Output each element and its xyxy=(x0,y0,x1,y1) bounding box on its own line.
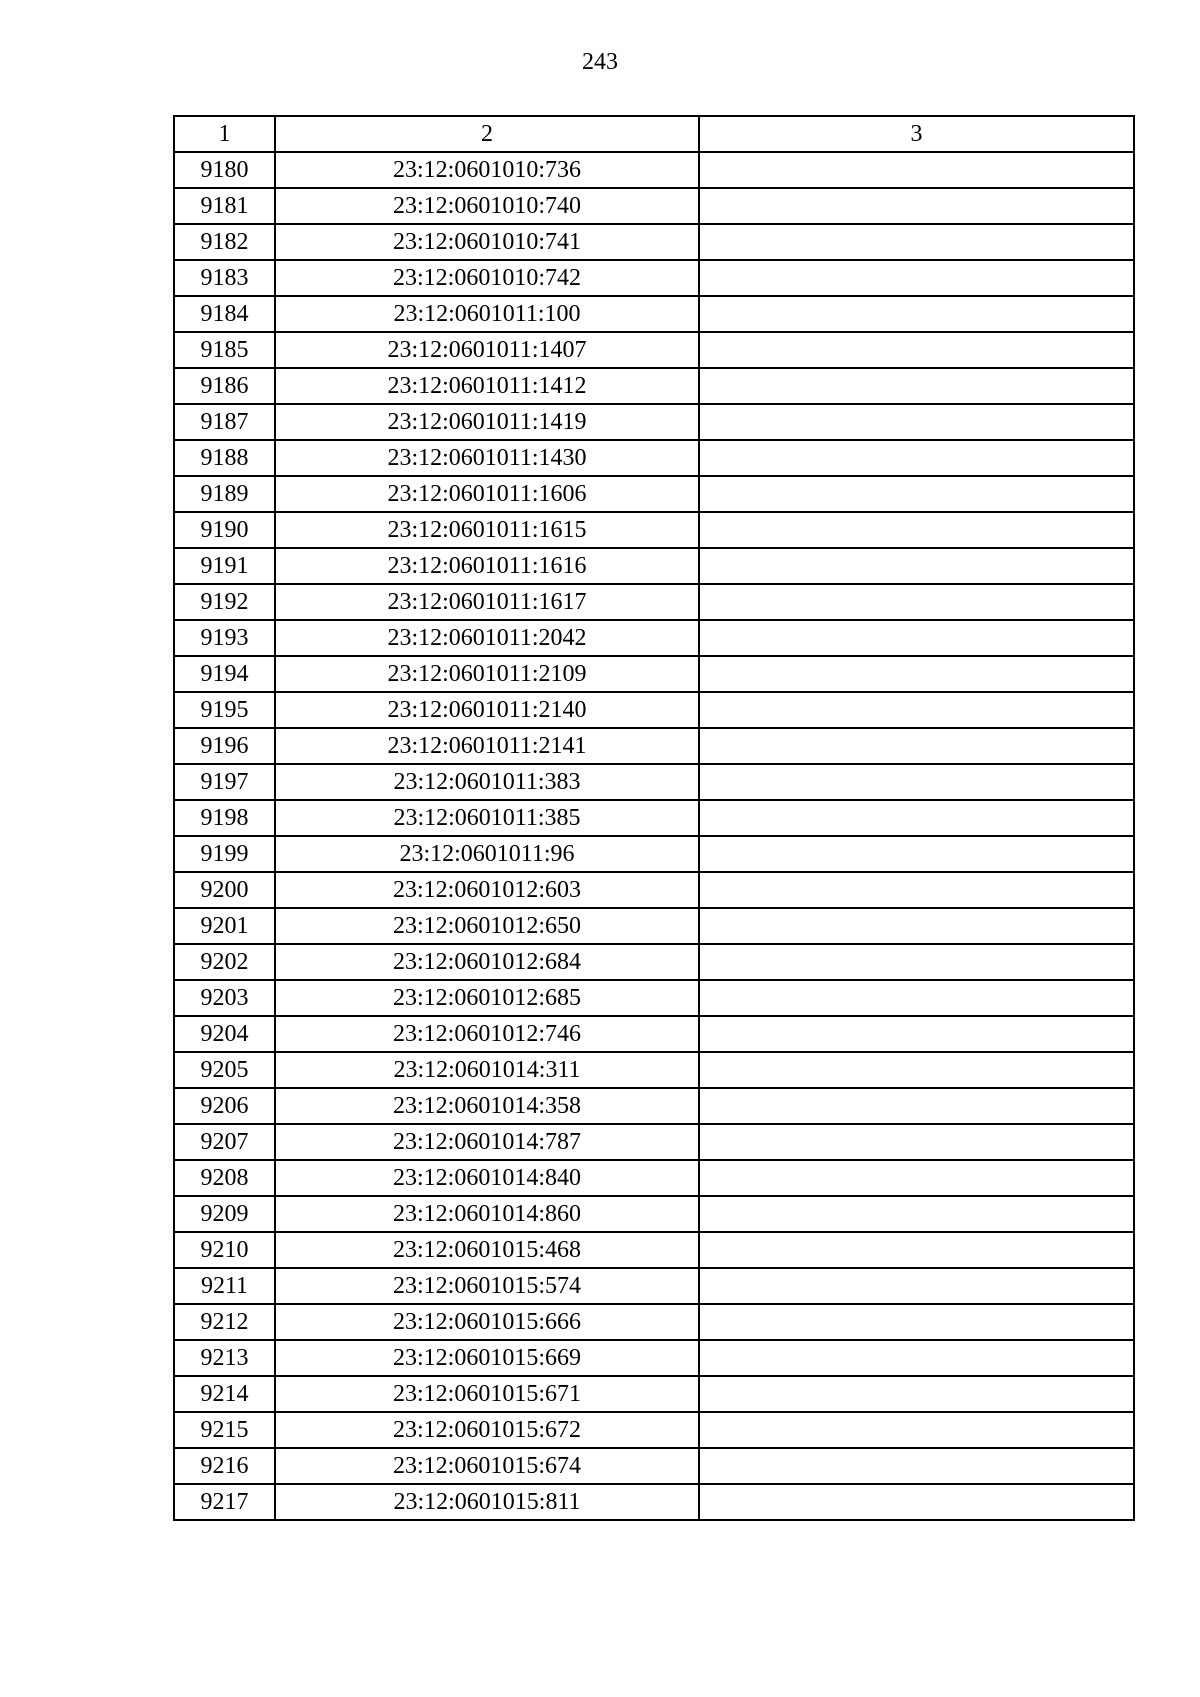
row-number-cell: 9212 xyxy=(174,1304,275,1340)
empty-cell xyxy=(699,1016,1134,1052)
cadastral-number-cell: 23:12:0601011:1606 xyxy=(275,476,699,512)
table-row xyxy=(174,1052,1134,1088)
row-number-cell: 9203 xyxy=(174,980,275,1016)
cadastral-number-cell: 23:12:0601011:100 xyxy=(275,296,699,332)
cadastral-number-cell: 23:12:0601015:671 xyxy=(275,1376,699,1412)
table-row xyxy=(174,224,1134,260)
row-number-cell: 9207 xyxy=(174,1124,275,1160)
empty-cell xyxy=(699,980,1134,1016)
table-row xyxy=(174,548,1134,584)
cadastral-number-cell: 23:12:0601014:840 xyxy=(275,1160,699,1196)
cadastral-number-cell: 23:12:0601011:1617 xyxy=(275,584,699,620)
cadastral-number-cell: 23:12:0601011:96 xyxy=(275,836,699,872)
column-header-1: 1 xyxy=(174,116,275,152)
empty-cell xyxy=(699,800,1134,836)
table-row xyxy=(174,152,1134,188)
table-row xyxy=(174,1412,1134,1448)
cadastral-number-cell: 23:12:0601011:2042 xyxy=(275,620,699,656)
table-row xyxy=(174,764,1134,800)
cadastral-number-cell: 23:12:0601011:1615 xyxy=(275,512,699,548)
empty-cell xyxy=(699,404,1134,440)
empty-cell xyxy=(699,1124,1134,1160)
row-number-cell: 9204 xyxy=(174,1016,275,1052)
row-number-cell: 9210 xyxy=(174,1232,275,1268)
table-row xyxy=(174,980,1134,1016)
row-number-cell: 9214 xyxy=(174,1376,275,1412)
table-row xyxy=(174,1196,1134,1232)
table-row xyxy=(174,1448,1134,1484)
table-row xyxy=(174,1088,1134,1124)
row-number-cell: 9195 xyxy=(174,692,275,728)
empty-cell xyxy=(699,1340,1134,1376)
cadastral-number-cell: 23:12:0601011:2141 xyxy=(275,728,699,764)
cadastral-number-cell: 23:12:0601012:684 xyxy=(275,944,699,980)
row-number-cell: 9206 xyxy=(174,1088,275,1124)
row-number-cell: 9194 xyxy=(174,656,275,692)
empty-cell xyxy=(699,368,1134,404)
empty-cell xyxy=(699,1052,1134,1088)
cadastral-number-cell: 23:12:0601011:1412 xyxy=(275,368,699,404)
cadastral-number-cell: 23:12:0601011:2140 xyxy=(275,692,699,728)
row-number-cell: 9180 xyxy=(174,152,275,188)
empty-cell xyxy=(699,872,1134,908)
row-number-cell: 9217 xyxy=(174,1484,275,1520)
table-row xyxy=(174,1484,1134,1520)
column-header-2: 2 xyxy=(275,116,699,152)
table-row xyxy=(174,1304,1134,1340)
row-number-cell: 9199 xyxy=(174,836,275,872)
row-number-cell: 9202 xyxy=(174,944,275,980)
row-number-cell: 9192 xyxy=(174,584,275,620)
cadastral-number-cell: 23:12:0601010:736 xyxy=(275,152,699,188)
empty-cell xyxy=(699,152,1134,188)
table-row xyxy=(174,584,1134,620)
cadastral-number-cell: 23:12:0601015:468 xyxy=(275,1232,699,1268)
empty-cell xyxy=(699,1088,1134,1124)
cadastral-number-cell: 23:12:0601011:1430 xyxy=(275,440,699,476)
cadastral-number-cell: 23:12:0601014:787 xyxy=(275,1124,699,1160)
cadastral-number-cell: 23:12:0601014:311 xyxy=(275,1052,699,1088)
table-row xyxy=(174,1232,1134,1268)
row-number-cell: 9211 xyxy=(174,1268,275,1304)
table-row xyxy=(174,1016,1134,1052)
column-header-3: 3 xyxy=(699,116,1134,152)
row-number-cell: 9205 xyxy=(174,1052,275,1088)
cadastral-number-cell: 23:12:0601012:603 xyxy=(275,872,699,908)
table-row xyxy=(174,296,1134,332)
empty-cell xyxy=(699,1376,1134,1412)
table-row xyxy=(174,188,1134,224)
table-row xyxy=(174,1268,1134,1304)
cadastral-number-cell: 23:12:0601010:740 xyxy=(275,188,699,224)
empty-cell xyxy=(699,764,1134,800)
row-number-cell: 9208 xyxy=(174,1160,275,1196)
table-row xyxy=(174,1376,1134,1412)
empty-cell xyxy=(699,908,1134,944)
table-row xyxy=(174,368,1134,404)
empty-cell xyxy=(699,1412,1134,1448)
cadastral-number-cell: 23:12:0601011:385 xyxy=(275,800,699,836)
table-body xyxy=(174,152,1134,1520)
empty-cell xyxy=(699,944,1134,980)
table-row xyxy=(174,800,1134,836)
row-number-cell: 9216 xyxy=(174,1448,275,1484)
table-row xyxy=(174,404,1134,440)
cadastral-number-cell: 23:12:0601012:685 xyxy=(275,980,699,1016)
cadastral-number-cell: 23:12:0601015:669 xyxy=(275,1340,699,1376)
table-row xyxy=(174,620,1134,656)
row-number-cell: 9188 xyxy=(174,440,275,476)
row-number-cell: 9198 xyxy=(174,800,275,836)
empty-cell xyxy=(699,1484,1134,1520)
empty-cell xyxy=(699,1304,1134,1340)
cadastral-number-cell: 23:12:0601010:741 xyxy=(275,224,699,260)
table-row xyxy=(174,944,1134,980)
empty-cell xyxy=(699,296,1134,332)
row-number-cell: 9182 xyxy=(174,224,275,260)
row-number-cell: 9200 xyxy=(174,872,275,908)
cadastral-number-cell: 23:12:0601011:2109 xyxy=(275,656,699,692)
empty-cell xyxy=(699,512,1134,548)
table-row xyxy=(174,1124,1134,1160)
cadastral-number-cell: 23:12:0601014:358 xyxy=(275,1088,699,1124)
empty-cell xyxy=(699,440,1134,476)
row-number-cell: 9185 xyxy=(174,332,275,368)
row-number-cell: 9213 xyxy=(174,1340,275,1376)
cadastral-number-cell: 23:12:0601015:574 xyxy=(275,1268,699,1304)
empty-cell xyxy=(699,1160,1134,1196)
table-row xyxy=(174,728,1134,764)
row-number-cell: 9190 xyxy=(174,512,275,548)
table-row xyxy=(174,656,1134,692)
row-number-cell: 9215 xyxy=(174,1412,275,1448)
table-row xyxy=(174,872,1134,908)
row-number-cell: 9189 xyxy=(174,476,275,512)
table-row xyxy=(174,1340,1134,1376)
table-header xyxy=(174,116,1134,152)
cadastral-number-cell: 23:12:0601011:1407 xyxy=(275,332,699,368)
empty-cell xyxy=(699,224,1134,260)
table-row xyxy=(174,332,1134,368)
cadastral-number-cell: 23:12:0601014:860 xyxy=(275,1196,699,1232)
empty-cell xyxy=(699,1448,1134,1484)
table-row xyxy=(174,908,1134,944)
empty-cell xyxy=(699,692,1134,728)
row-number-cell: 9191 xyxy=(174,548,275,584)
cadastral-number-cell: 23:12:0601015:674 xyxy=(275,1448,699,1484)
empty-cell xyxy=(699,584,1134,620)
table-row xyxy=(174,836,1134,872)
table-row xyxy=(174,692,1134,728)
cadastral-number-cell: 23:12:0601011:1419 xyxy=(275,404,699,440)
empty-cell xyxy=(699,260,1134,296)
empty-cell xyxy=(699,476,1134,512)
empty-cell xyxy=(699,1268,1134,1304)
cadastral-number-cell: 23:12:0601015:672 xyxy=(275,1412,699,1448)
table-row xyxy=(174,1160,1134,1196)
empty-cell xyxy=(699,656,1134,692)
cadastral-number-cell: 23:12:0601010:742 xyxy=(275,260,699,296)
table-row xyxy=(174,512,1134,548)
empty-cell xyxy=(699,836,1134,872)
row-number-cell: 9196 xyxy=(174,728,275,764)
empty-cell xyxy=(699,188,1134,224)
empty-cell xyxy=(699,548,1134,584)
empty-cell xyxy=(699,728,1134,764)
cadastral-number-table xyxy=(173,115,1135,1521)
cadastral-number-cell: 23:12:0601012:650 xyxy=(275,908,699,944)
cadastral-number-cell: 23:12:0601012:746 xyxy=(275,1016,699,1052)
table-row xyxy=(174,440,1134,476)
row-number-cell: 9209 xyxy=(174,1196,275,1232)
table-row xyxy=(174,476,1134,512)
row-number-cell: 9183 xyxy=(174,260,275,296)
row-number-cell: 9197 xyxy=(174,764,275,800)
row-number-cell: 9193 xyxy=(174,620,275,656)
header-row xyxy=(174,116,1134,152)
page-number: 243 xyxy=(582,49,618,75)
row-number-cell: 9181 xyxy=(174,188,275,224)
cadastral-number-cell: 23:12:0601011:1616 xyxy=(275,548,699,584)
cadastral-number-cell: 23:12:0601015:811 xyxy=(275,1484,699,1520)
cadastral-number-cell: 23:12:0601011:383 xyxy=(275,764,699,800)
row-number-cell: 9184 xyxy=(174,296,275,332)
empty-cell xyxy=(699,332,1134,368)
row-number-cell: 9187 xyxy=(174,404,275,440)
table-row xyxy=(174,260,1134,296)
empty-cell xyxy=(699,1196,1134,1232)
row-number-cell: 9186 xyxy=(174,368,275,404)
empty-cell xyxy=(699,620,1134,656)
cadastral-number-cell: 23:12:0601015:666 xyxy=(275,1304,699,1340)
row-number-cell: 9201 xyxy=(174,908,275,944)
empty-cell xyxy=(699,1232,1134,1268)
